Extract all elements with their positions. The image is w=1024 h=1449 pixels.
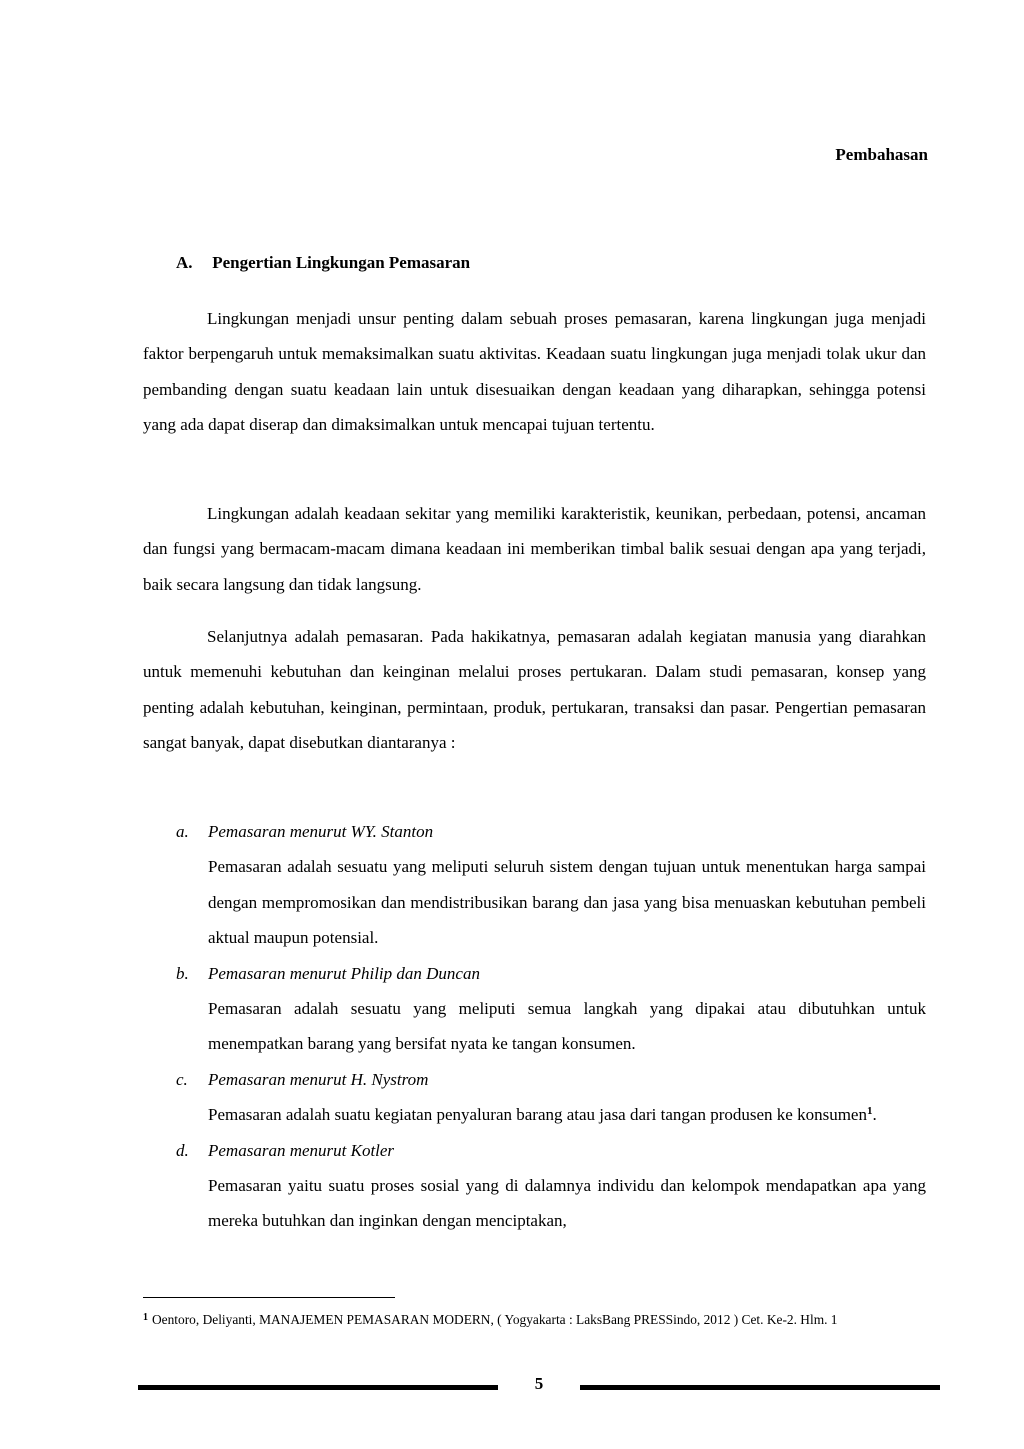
definition-text: Pemasaran yaitu suatu proses sosial yang di dalamnya individu dan kelompok mendapatkan apa yang mereka butuhkan dan inginkan dengan menciptakan, xyxy=(208,1176,926,1231)
footnote-reference[interactable]: 1 xyxy=(866,1105,873,1118)
list-marker: d. xyxy=(176,1140,189,1160)
paragraph-3 xyxy=(143,619,926,761)
paragraph-text: Lingkungan adalah keadaan sekitar yang memiliki karakteristik, keunikan, perbedaan, potensi, ancaman dan fungsi yang bermacam-macam dimana keadaan ini memberikan timbal balik sesuai dengan apa yang terjadi, baik secara langsung dan tidak langsung. xyxy=(143,504,926,594)
section-title: Pengertian Lingkungan Pemasaran xyxy=(212,253,471,272)
footnote-divider xyxy=(143,1297,395,1298)
footnote-number: 1 xyxy=(143,1312,148,1323)
definition-item-d xyxy=(143,1133,926,1239)
definition-text: Pemasaran adalah sesuatu yang meliputi seluruh sistem dengan tujuan untuk menentukan harga sampai dengan mempromosikan dan mendistribusikan barang dan jasa yang bisa menuaskan kebutuhan pembeli aktual maupun potensial. xyxy=(208,857,926,948)
definition-list xyxy=(143,814,926,1239)
paragraph-text: Selanjutnya adalah pemasaran. Pada hakikatnya, pemasaran adalah kegiatan manusia yang diarahkan untuk memenuhi kebutuhan dan keinginan melalui proses pertukaran. Dalam studi pemasaran, konsep yang penting adalah kebutuhan, keinginan, permintaan, produk, pertukaran, transaksi dan pasar. Pengertian pemasaran sangat banyak, dapat disebutkan diantaranya : xyxy=(143,627,926,753)
definition-title: Pemasaran menurut WY. Stanton xyxy=(208,822,434,841)
section-label: A. xyxy=(176,253,193,272)
definition-title: Pemasaran menurut H. Nystrom xyxy=(208,1069,429,1089)
chapter-header: Pembahasan xyxy=(835,145,928,164)
definition-text-wrapper xyxy=(208,1097,926,1132)
definition-text: Pemasaran adalah suatu kegiatan penyaluran barang atau jasa dari tangan produsen ke konsumen xyxy=(208,1105,867,1125)
definition-title: Pemasaran menurut Philip dan Duncan xyxy=(208,963,480,983)
footer-rule-left xyxy=(138,1385,498,1390)
list-marker: a. xyxy=(176,822,189,841)
definition-text-suffix: . xyxy=(872,1105,877,1125)
definition-item-b xyxy=(143,956,926,1062)
list-marker: c. xyxy=(176,1069,188,1089)
page-number: 5 xyxy=(534,1374,544,1393)
footnote xyxy=(143,1309,926,1331)
paragraph-text: Lingkungan menjadi unsur penting dalam sebuah proses pemasaran, karena lingkungan juga menjadi faktor berpengaruh untuk memaksimalkan suatu aktivitas. Keadaan suatu lingkungan juga menjadi tolak ukur dan pembanding dengan suatu keadaan lain untuk disesuaikan dengan keadaan yang diharapkan, sehingga potensi yang ada dapat diserap dan dimaksimalkan untuk mencapai tujuan tertentu. xyxy=(143,309,926,435)
list-marker: b. xyxy=(176,963,189,983)
definition-text: Pemasaran adalah sesuatu yang meliputi semua langkah yang dipakai atau dibutuhkan untuk menempatkan barang yang bersifat nyata ke tangan konsumen. xyxy=(208,999,926,1054)
section-heading xyxy=(176,253,470,273)
definition-item-a xyxy=(143,814,926,956)
footer-rule-right xyxy=(580,1385,940,1390)
paragraph-2 xyxy=(143,496,926,602)
definition-title: Pemasaran menurut Kotler xyxy=(208,1140,395,1160)
definition-item-c xyxy=(143,1062,926,1133)
footnote-text: Oentoro, Deliyanti, MANAJEMEN PEMASARAN MODERN, ( Yogyakarta : LaksBang PRESSindo, 2012 ) Cet. Ke-2. Hlm. 1 xyxy=(152,1312,838,1327)
paragraph-1 xyxy=(143,301,926,443)
